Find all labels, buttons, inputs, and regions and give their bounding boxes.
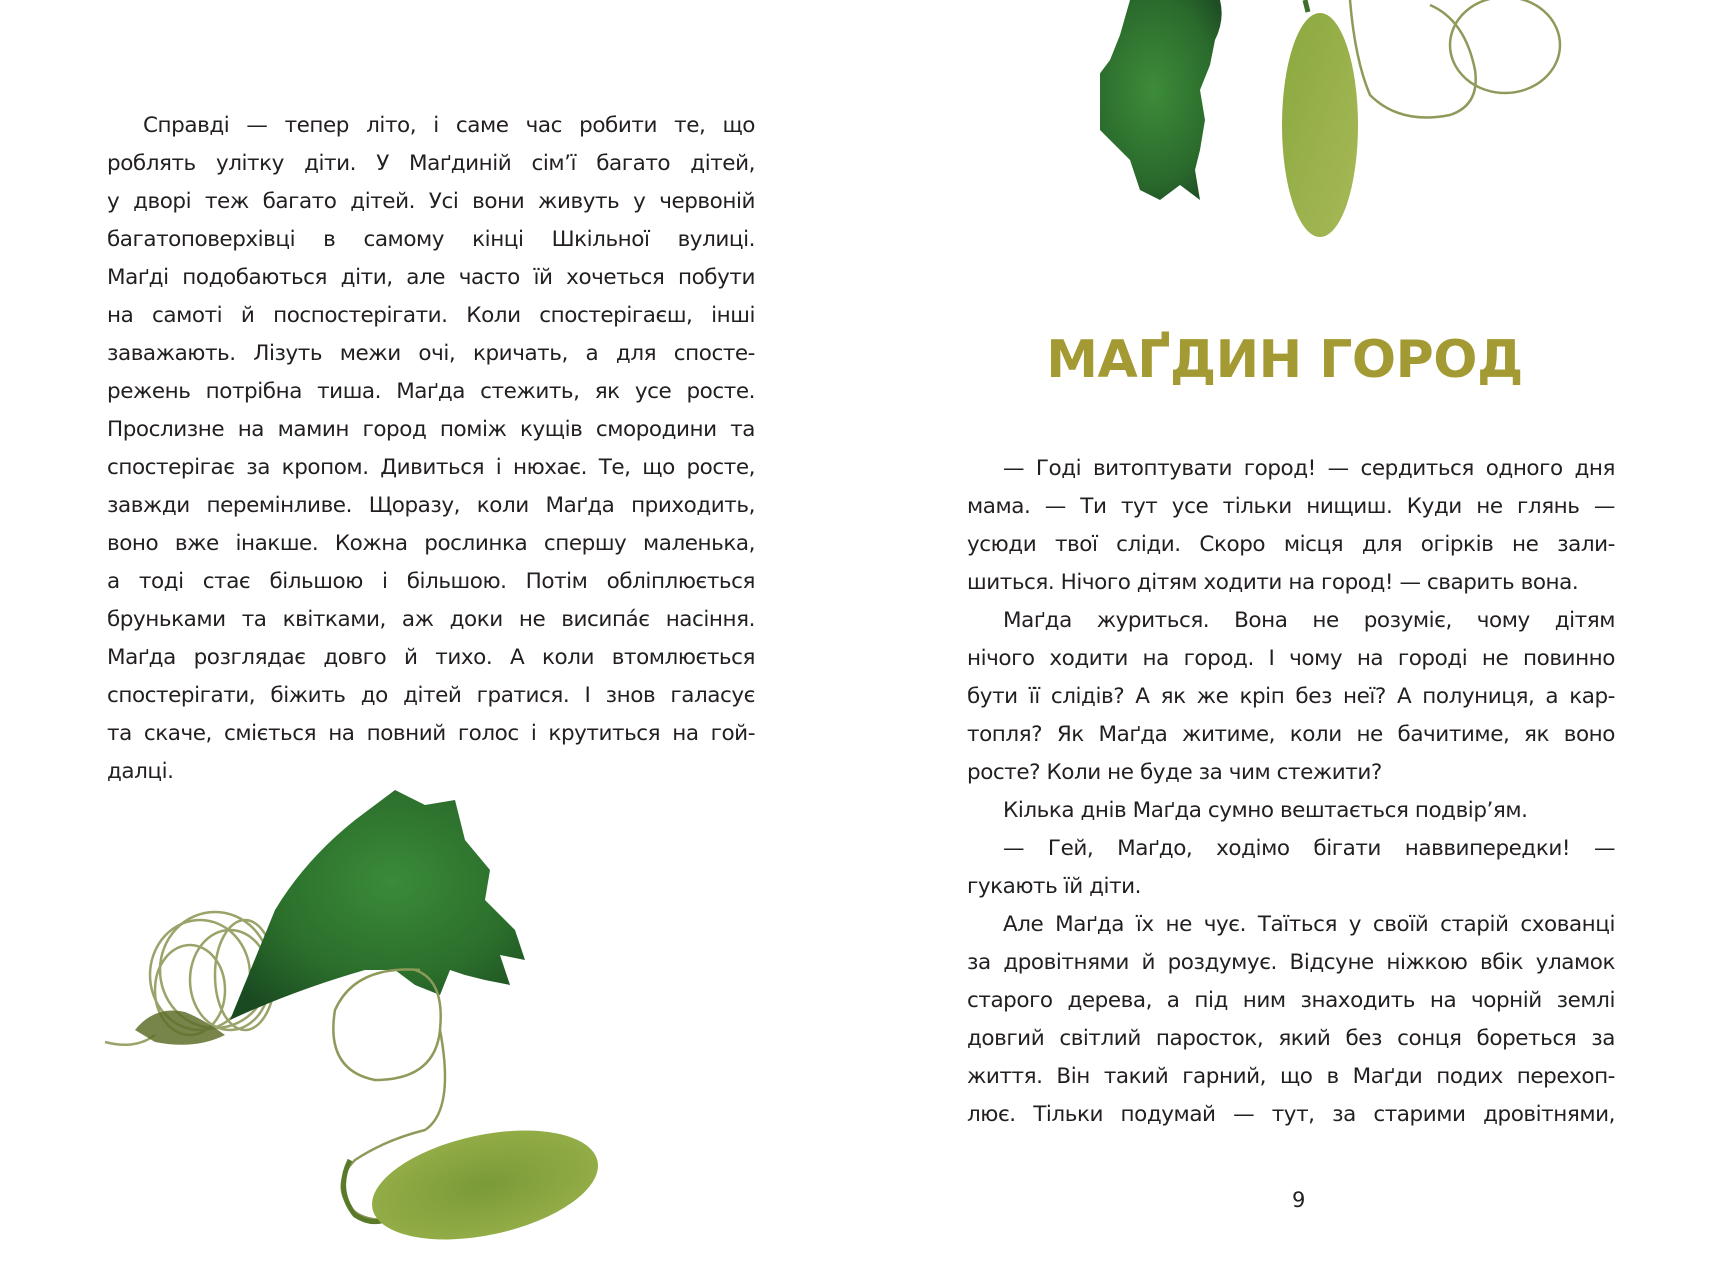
text-line: старого дерева, а під ним знаходить на чорній землі	[967, 988, 1615, 1013]
text-line: воно вже інакше. Кожна рослинка спершу маленька,	[107, 531, 755, 556]
text-line: а тоді стає більшою і більшою. Потім обліплюється	[107, 569, 755, 594]
text-line: режень потрібна тиша. Маґда стежить, як усе росте.	[107, 379, 755, 404]
text-line: лює. Тільки подумай — тут, за старими дровітнями,	[967, 1102, 1615, 1127]
text-line: Маґда розглядає довго й тихо. А коли втомлюється	[107, 645, 755, 670]
text-line: довгий світлий паросток, який без сонця бореться за	[967, 1026, 1615, 1051]
text-line: Але Маґда їх не чує. Таїться у своїй старій схованці	[1003, 912, 1615, 937]
text-line: Маґді подобаються діти, але часто їй хочеться побути	[107, 265, 755, 290]
text-line: Прослизне на мамин город поміж кущів смородини та	[107, 417, 755, 442]
text-line: багатоповерхівці в самому кінці Шкільної вулиці.	[107, 227, 755, 252]
text-line: далці.	[107, 759, 174, 784]
text-line: спостерігає за кропом. Дивиться і нюхає. Те, що росте,	[107, 455, 755, 480]
text-line: росте? Коли не буде за чим стежити?	[967, 760, 1382, 785]
text-line: життя. Він такий гарний, що в Маґди подих перехоп-	[967, 1064, 1615, 1089]
text-line: — Годі витоптувати город! — сердиться одного дня	[1003, 456, 1615, 481]
text-line: заважають. Лізуть межи очі, кричать, а для спосте-	[107, 341, 755, 366]
cucumber-leaf-illustration	[1100, 0, 1660, 240]
left-page	[0, 0, 856, 1270]
text-line: та скаче, сміється на повний голос і крутиться на гой-	[107, 721, 755, 746]
text-line: бути її слідів? А як же кріп без неї? А полуниця, а кар-	[967, 684, 1615, 709]
text-line: бруньками та квітками, аж доки не висипáє насіння.	[107, 607, 755, 632]
page-number: 9	[1292, 1188, 1306, 1212]
text-line: гукають їй діти.	[967, 874, 1142, 899]
text-line: Справді — тепер літо, і саме час робити те, що	[143, 113, 755, 138]
cucumber-vine-illustration	[95, 780, 715, 1250]
left-page-text	[107, 107, 755, 791]
text-line: на самоті й поспостерігати. Коли спостерігаєш, інші	[107, 303, 755, 328]
text-line: у дворі теж багато дітей. Усі вони живуть у червоній	[107, 189, 755, 214]
text-line: — Гей, Маґдо, ходімо бігати наввипередки! —	[1003, 836, 1615, 861]
text-line: завжди перемінливе. Щоразу, коли Маґда приходить,	[107, 493, 755, 518]
text-line: роблять улітку діти. У Маґдиній сім’ї багато дітей,	[107, 151, 755, 176]
text-line: Маґда журиться. Вона не розуміє, чому дітям	[1003, 608, 1615, 633]
text-line: мама. — Ти тут усе тільки нищиш. Куди не глянь —	[967, 494, 1615, 519]
chapter-title: МАҐДИН ГОРОД	[1046, 330, 1523, 390]
text-line: Кілька днів Маґда сумно вештається подвір’ям.	[1003, 798, 1528, 823]
right-page-text	[967, 450, 1615, 1134]
text-line: спостерігати, біжить до дітей гратися. І знов галасує	[107, 683, 755, 708]
text-line: за дровітнями й роздумує. Відсуне ніжкою вбік уламок	[967, 950, 1615, 975]
text-line: топля? Як Маґда житиме, коли не бачитиме, як воно	[967, 722, 1615, 747]
text-line: усюди твої сліди. Скоро місця для огірків не зали-	[967, 532, 1615, 557]
text-line: шиться. Нічого дітям ходити на город! — сварить вона.	[967, 570, 1579, 595]
text-line: нічого ходити на город. І чому на городі не повинно	[967, 646, 1615, 671]
